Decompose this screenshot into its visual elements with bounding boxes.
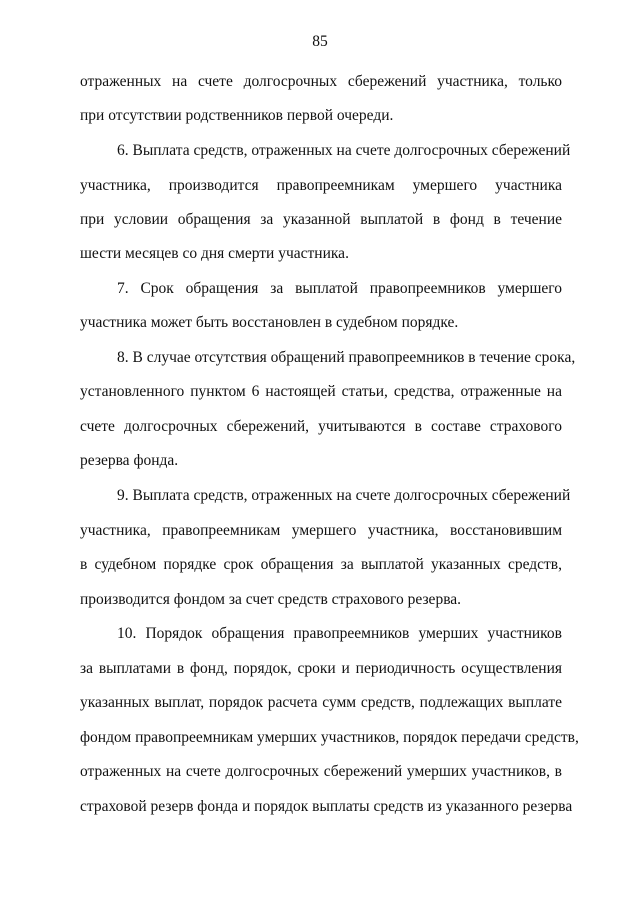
text-line: участника, правопреемникам умершего участника, восстановившим — [80, 522, 562, 539]
text-line: 10. Порядок обращения правопреемников умерших участников — [117, 625, 562, 642]
text-line: страховой резерв фонда и порядок выплаты средств из указанного резерва — [80, 798, 573, 815]
text-line: производится фондом за счет средств страхового резерва. — [80, 591, 462, 608]
page-number: 85 — [312, 33, 328, 50]
text-line: указанных выплат, порядок расчета сумм средств, подлежащих выплате — [80, 694, 562, 711]
text-line: отраженных на счете долгосрочных сбережений участника, только — [80, 73, 562, 90]
text-line: установленного пунктом 6 настоящей статьи, средства, отраженные на — [80, 383, 562, 400]
text-line: 8. В случае отсутствия обращений правопреемников в течение срока, — [117, 349, 576, 366]
text-line: 7. Срок обращения за выплатой правопреемников умершего — [117, 280, 562, 297]
text-line: при условии обращения за указанной выплатой в фонд в течение — [80, 211, 562, 228]
text-line: отраженных на счете долгосрочных сбережений умерших участников, в — [80, 763, 562, 780]
text-line: 6. Выплата средств, отраженных на счете долгосрочных сбережений — [117, 142, 571, 159]
text-line: при отсутствии родственников первой очереди. — [80, 107, 394, 124]
text-line: в судебном порядке срок обращения за выплатой указанных средств, — [80, 556, 562, 573]
text-line: шести месяцев со дня смерти участника. — [80, 245, 349, 262]
text-line: фондом правопреемникам умерших участников, порядок передачи средств, — [80, 729, 579, 746]
text-line: 9. Выплата средств, отраженных на счете долгосрочных сбережений — [117, 487, 571, 504]
text-line: участника может быть восстановлен в судебном порядке. — [80, 314, 459, 331]
text-line: резерва фонда. — [80, 452, 179, 469]
text-line: счете долгосрочных сбережений, учитываются в составе страхового — [80, 418, 562, 435]
text-line: участника, производится правопреемникам умершего участника — [80, 177, 562, 194]
text-line: за выплатами в фонд, порядок, сроки и периодичность осуществления — [80, 660, 562, 677]
